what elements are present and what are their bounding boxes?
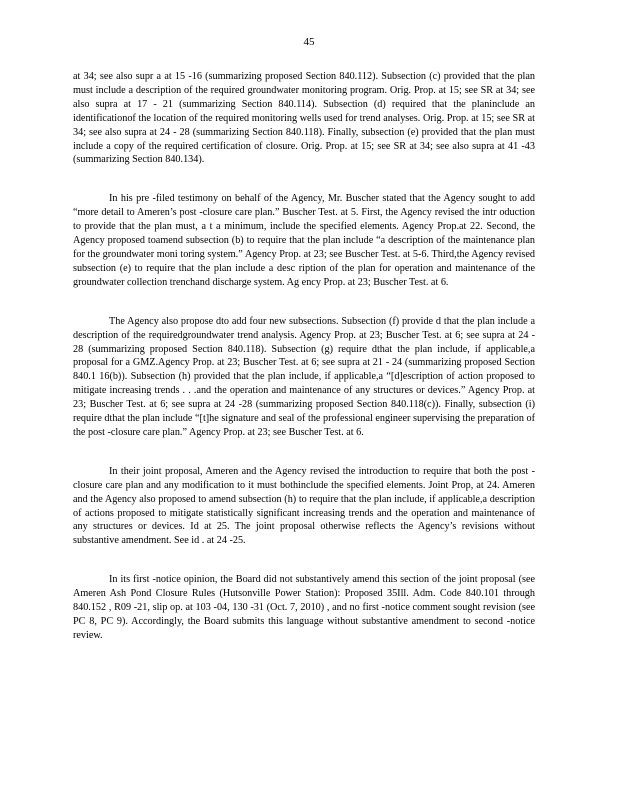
document-body [73,70,535,668]
paragraph-5: In its first -notice opinion, the Board did not substantively amend this section of the joint proposal (see Ameren Ash Pond Closure Rules (Hutsonville Power Station): Proposed 35Ill. Adm. Code 840.101 through 840.152 , R09 -21, slip op. at 103 -04, 130 -31 (Oct. 7, 2010) , and no first -notice comment sought revision (see PC 8, PC 9). Accordingly, the Board submits this language without substantive amendment to second -notice review. [73,574,535,641]
paragraph-4: In their joint proposal, Ameren and the Agency revised the introduction to require that both the post -closure care plan and any modification to it must bothinclude the specified elements. Joint Prop, at 24. Ameren and the Agency also proposed to amend subsection (h) to require that the plan include, if applicable,a description of actions proposed to mitigate statistically significant increasing trends and the operation and maintenance of any structures or devices. Id at 25. The joint proposal otherwise reflects the Agency’s revisions without substantive amendment. See id . at 24 -25. [73,465,535,547]
paragraph-1: at 34; see also supr a at 15 -16 (summarizing proposed Section 840.112). Subsection (c) provided that the plan must include a description of the required groundwater monitoring program. Orig. Prop. at 15; see SR at 34; see also supra at 17 - 21 (summarizing Section 840.114). Subsection (d) required that the planinclude an identificationof the location of the required monitoring wells used for trend analyses. Orig. Prop. at 15; see SR at 34; see also supra at 24 - 28 (summarizing Section 840.118). Finally, subsection (e) provided that the plan must include a copy of the required certification of closure. Orig. Prop. at 15; see SR at 34; see also supra at 41 -43 (summarizing Section 840.134). [73,71,535,166]
paragraph-3: The Agency also propose dto add four new subsections. Subsection (f) provide d that the plan include a description of the requiredgroundwater trend analysis. Agency Prop. at 23; Buscher Test. at 6; see supra at 24 - 28 (summarizing proposed Section 840.118). Subsection (g) require dthat the plan include, if applicable,a proposal for a GMZ.Agency Prop. at 23; Buscher Test. at 6; see supra at 21 - 24 (summarizing proposed Section 840.1 16(b)). Subsection (h) provided that the plan include, if applicable,a “[d]escription of action proposed to mitigate increasing trends . . .and the operation and maintenance of any structures or devices.” Agency Prop. at 23; Buscher Test. at 6; see supra at 24 -28 (summarizing proposed Section 840.118(c)). Finally, subsection (i) require dthat the plan include “[t]he signature and seal of the professional engineer supervising the preparation of the post -closure care plan.” Agency Prop. at 23; see Buscher Test. at 6. [73,315,535,438]
page-number: 45 [303,36,315,48]
paragraph-2: In his pre -filed testimony on behalf of the Agency, Mr. Buscher stated that the Agency sought to add “more detail to Ameren’s post -closure care plan.” Buscher Test. at 5. First, the Agency revised the intr oduction to provide that the plan must, a t a minimum, include the specified elements. Agency Prop.at 22. Second, the Agency proposed toamend subsection (b) to require that the plan include “a description of the maintenance plan for the groundwater moni toring system.” Agency Prop. at 23; see Buscher Test. at 5-6. Third,the Agency revised subsection (e) to require that the plan include a desc ription of the plan for operation and maintenance of the groundwater collection trenchand discharge system. Ag ency Prop. at 23; Buscher Test. at 6. [73,193,535,288]
